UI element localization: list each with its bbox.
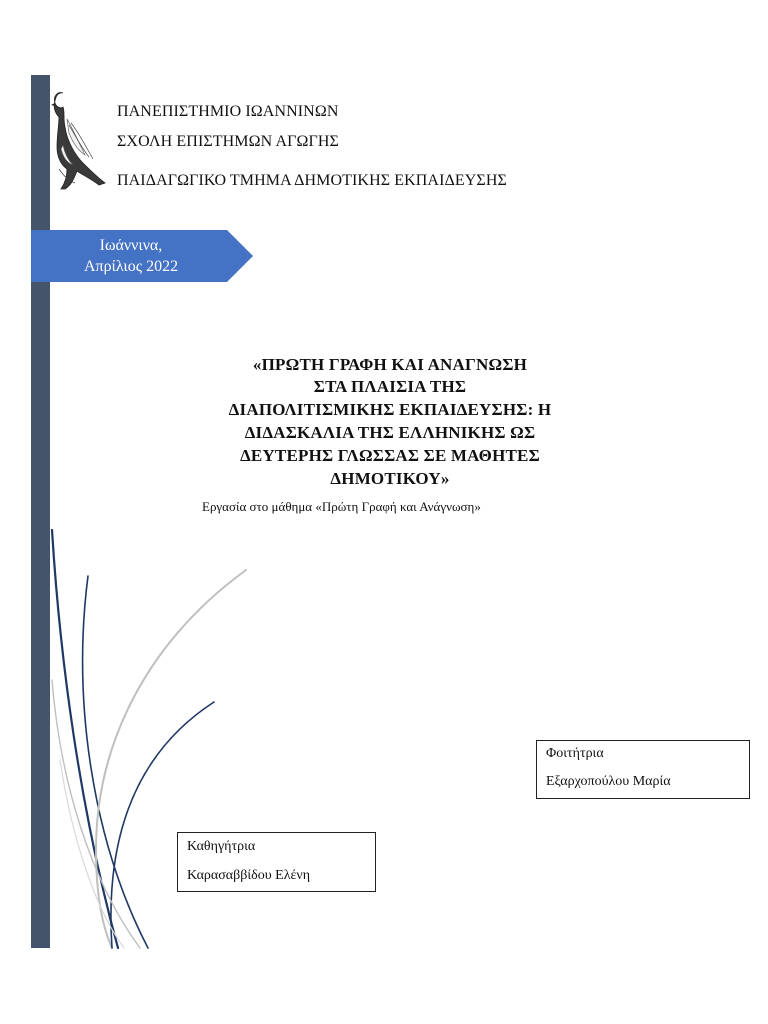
date-month-year: Απρίλιος 2022 [83,258,179,275]
owl-seal-icon [49,85,107,193]
title-line: «ΠΡΩΤΗ ΓΡΑΦΗ ΚΑΙ ΑΝΑΓΝΩΣΗ [252,355,528,374]
date-city: Ιωάννινα, [99,237,163,254]
date-banner [31,230,253,282]
title-line: ΔΙΔΑΣΚΑΛΙΑ ΤΗΣ ΕΛΛΗΝΙΚΗΣ ΩΣ [244,423,536,442]
student-name: Εξαρχοπούλου Μαρία [546,774,671,789]
title-line: ΔΗΜΟΤΙΚΟΥ» [330,469,450,488]
university-name: ΠΑΝΕΠΙΣΤΗΜΙΟ ΙΩΑΝΝΙΝΩΝ [117,103,339,120]
title-line: ΣΤΑ ΠΛΑΙΣΙΑ ΤΗΣ [313,377,467,396]
department-name: ΠΑΙΔΑΓΩΓΙΚΟ ΤΜΗΜΑ ΔΗΜΟΤΙΚΗΣ ΕΚΠΑΙΔΕΥΣΗΣ [117,172,507,189]
professor-role-label: Καθηγήτρια [187,839,256,854]
assignment-subtitle: Εργασία στο μάθημα «Πρώτη Γραφή και Ανάγνωση» [202,499,481,514]
school-name: ΣΧΟΛΗ ΕΠΙΣΤΗΜΩΝ ΑΓΩΓΗΣ [117,133,339,150]
title-line: ΔΙΑΠΟΛΙΤΙΣΜΙΚΗΣ ΕΚΠΑΙΔΕΥΣΗΣ: Η [228,400,552,419]
student-role-label: Φοιτήτρια [546,746,604,761]
professor-name: Καρασαββίδου Ελένη [187,868,311,883]
professor-info-box [177,832,376,892]
student-info-box [536,740,750,799]
title-line: ΔΕΥΤΕΡΗΣ ΓΛΩΣΣΑΣ ΣΕ ΜΑΘΗΤΕΣ [240,446,540,465]
